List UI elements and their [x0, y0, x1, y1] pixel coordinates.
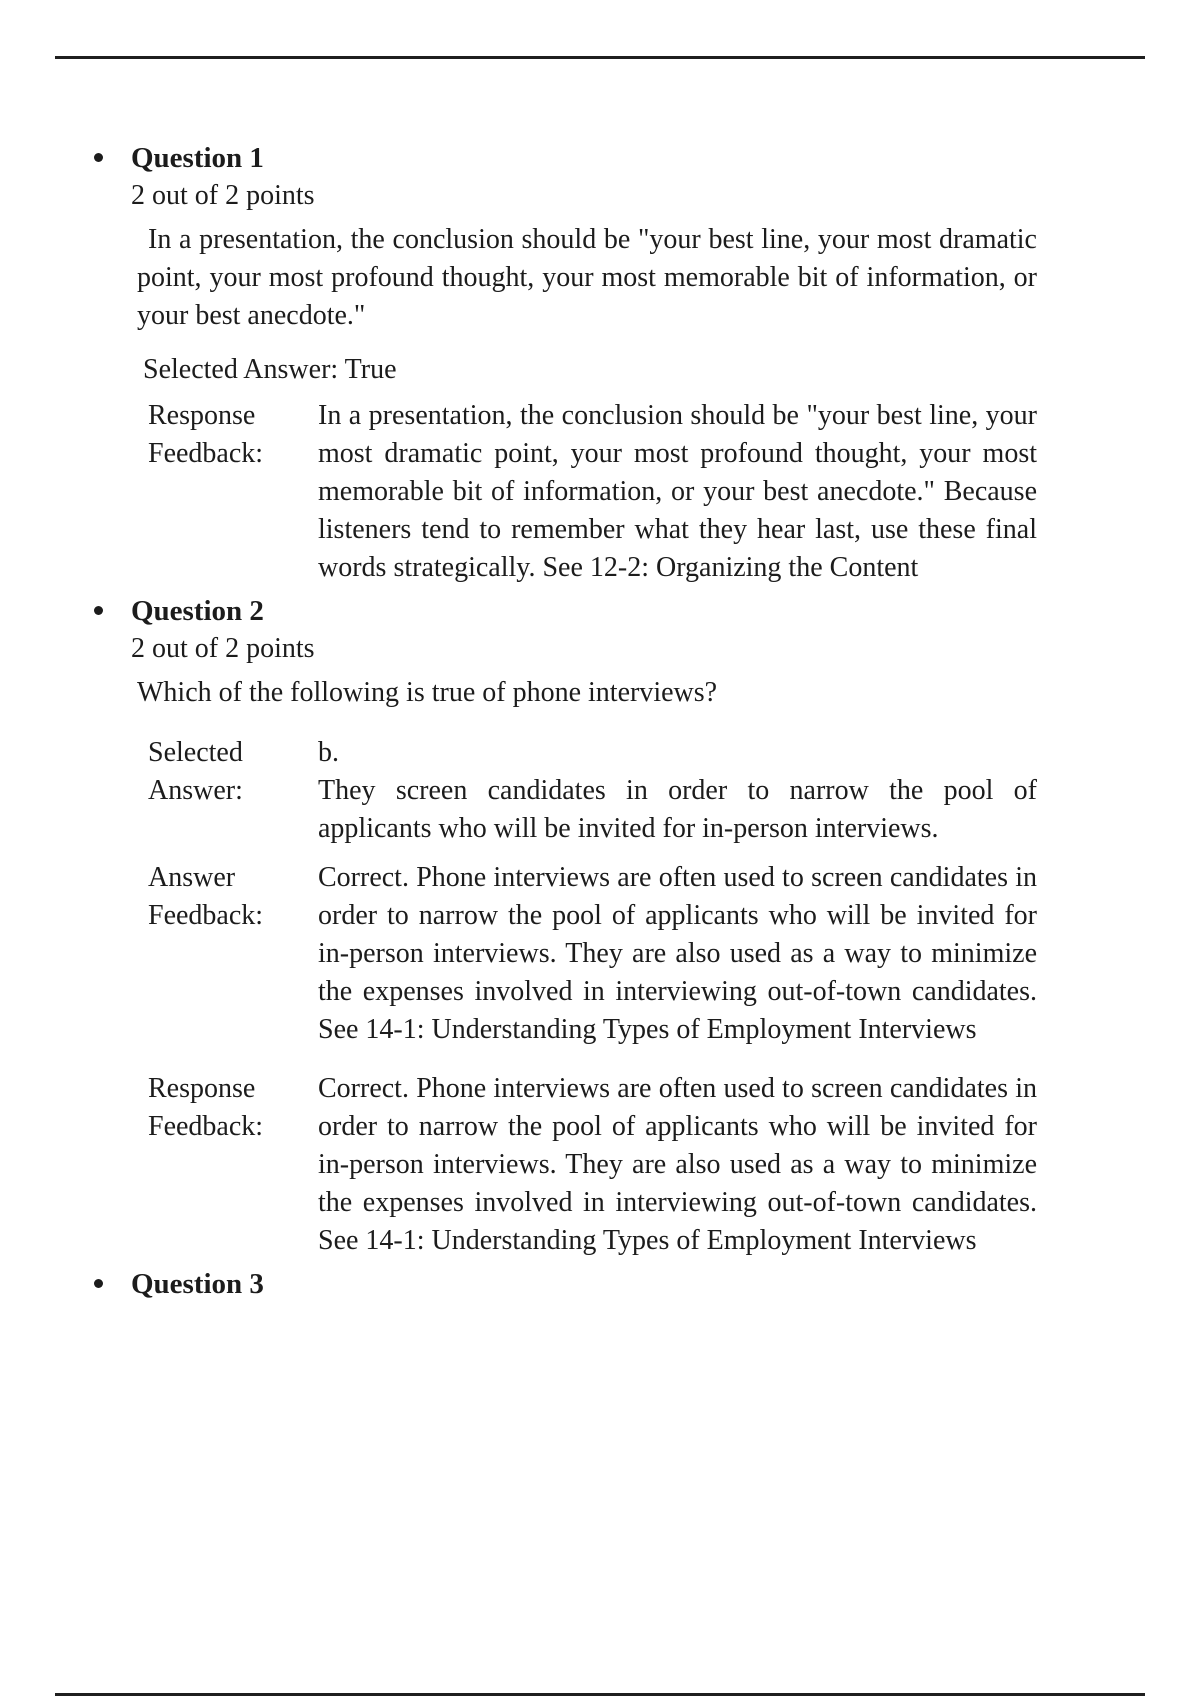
- feedback-row: [131, 1070, 1037, 1260]
- selected-answer-value: True: [344, 354, 397, 385]
- answer-text: They screen candidates in order to narrow the pool of applicants who will be invited for in-person interviews.: [318, 775, 1037, 844]
- feedback-row: [131, 397, 1037, 587]
- selected-answer-value: [318, 734, 1037, 848]
- question-points: 2 out of 2 points: [131, 180, 315, 211]
- answer-letter: b.: [318, 737, 339, 768]
- bullet-icon: [94, 153, 103, 162]
- selected-answer-label: Selected Answer:: [143, 354, 339, 385]
- question-title: Question 1: [131, 142, 264, 174]
- question-item-1: [131, 139, 1037, 587]
- bottom-rule: [55, 1693, 1145, 1696]
- selected-answer-row: [131, 734, 1037, 848]
- question-list: [131, 139, 1037, 1303]
- bullet-icon: [94, 1279, 103, 1288]
- feedback-label: Response Feedback:: [148, 400, 264, 469]
- feedback-label: Response Feedback:: [148, 1073, 264, 1142]
- feedback-row: [131, 859, 1037, 1049]
- feedback-value: Correct. Phone interviews are often used to screen candidates in order to narrow the pool of applicants who will be invited for in-person interviews. They are also used as a way to minimize the expenses involved in interviewing out-of-town candidates. See 14-1: Understanding Types of Employment Interviews: [318, 862, 1037, 1045]
- question-title: Question 2: [131, 595, 264, 627]
- top-rule: [55, 56, 1145, 59]
- selected-answer-line: [143, 351, 1037, 389]
- question-item-2: [131, 592, 1037, 1260]
- feedback-value: Correct. Phone interviews are often used to screen candidates in order to narrow the pool of applicants who will be invited for in-person interviews. They are also used as a way to minimize the expenses involved in interviewing out-of-town candidates. See 14-1: Understanding Types of Employment Interviews: [318, 1073, 1037, 1256]
- selected-answer-label: Selected Answer:: [148, 737, 243, 806]
- question-title: Question 3: [131, 1268, 264, 1300]
- feedback-label: Answer Feedback:: [148, 862, 264, 931]
- question-item-3: [131, 1265, 1037, 1303]
- bullet-icon: [94, 606, 103, 615]
- question-text: Which of the following is true of phone interviews?: [137, 677, 718, 708]
- question-text: In a presentation, the conclusion should be "your best line, your most dramatic point, your most profound thought, your most memorable bit of information, or your best anecdote.": [137, 224, 1037, 331]
- question-points: 2 out of 2 points: [131, 633, 315, 664]
- feedback-value: In a presentation, the conclusion should be "your best line, your most dramatic point, your most profound thought, your most memorable bit of information, or your best anecdote." Because listeners tend to remember what they hear last, use these final words strategically. See 12-2: Organizing the Content: [318, 400, 1037, 583]
- quiz-review-content: [131, 139, 1037, 1303]
